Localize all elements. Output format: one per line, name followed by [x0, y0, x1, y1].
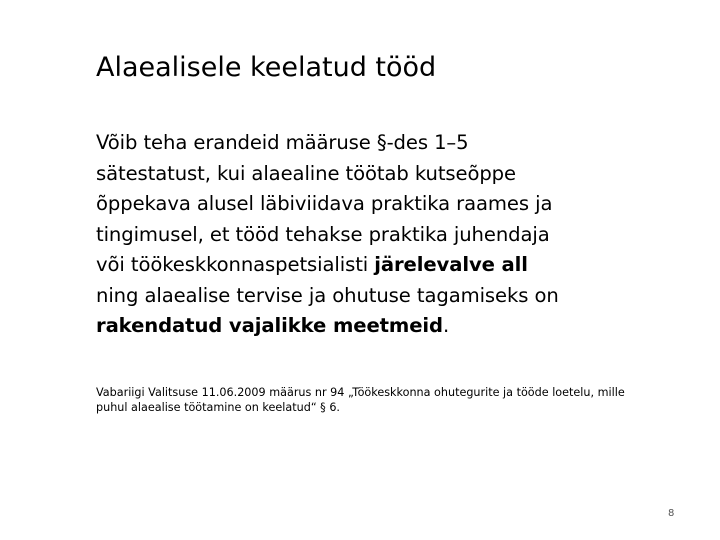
body-line: ning alaealise tervise ja ohutuse tagamiseks on — [96, 283, 559, 307]
emphasis-measures: rakendatud vajalikke meetmeid — [96, 314, 443, 337]
footnote-line: puhul alaealise töötamine on keelatud“ § 6. — [96, 401, 340, 414]
slide-title: Alaealisele keelatud tööd — [96, 52, 437, 83]
body-text-segment: . — [442, 314, 450, 337]
body-line: sätestatust, kui alaealine töötab kutseõppe — [96, 161, 516, 185]
footnote-line: Vabariigi Valitsuse 11.06.2009 määrus nr 94 „Töökeskkonna ohutegurite ja tööde loetelu, mille — [96, 386, 625, 399]
body-line — [96, 250, 706, 281]
body-line: õppekava alusel läbiviidava praktika raames ja — [96, 192, 553, 215]
body-line: tingimusel, et tööd tehakse praktika juhendaja — [96, 222, 550, 246]
body-text-segment: või töökeskkonnaspetsialisti — [96, 253, 375, 276]
body-line: Võib teha erandeid määruse §-des 1–5 — [96, 131, 469, 154]
body-paragraph — [96, 128, 706, 342]
body-line — [96, 311, 706, 342]
page-number: 8 — [668, 508, 675, 519]
source-footnote — [96, 385, 706, 415]
emphasis-supervision: järelevalve all — [374, 253, 528, 276]
